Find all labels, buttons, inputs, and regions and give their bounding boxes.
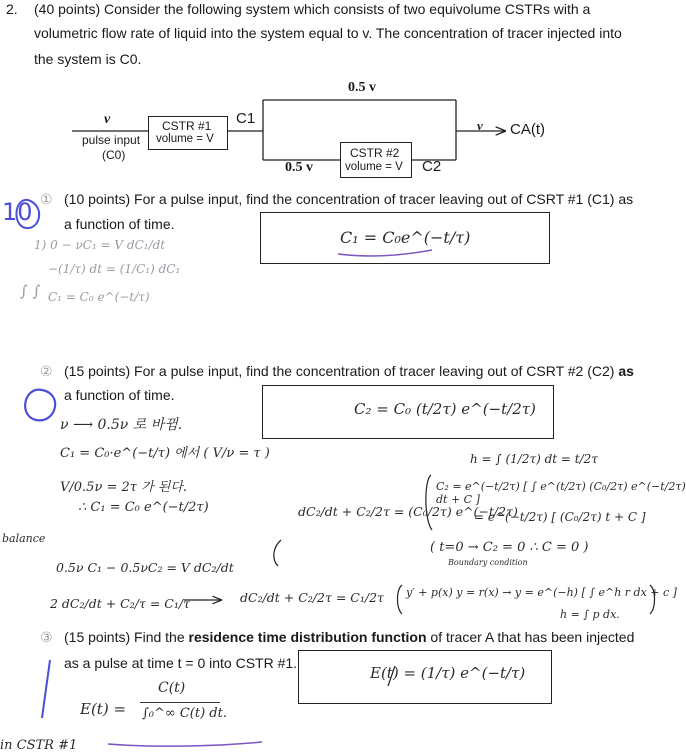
work2-line-i: h = ∫ (1/2τ) dt = t/2τ: [470, 452, 598, 466]
question-line-2: volumetric flow rate of liquid into the system equal to v. The concentration of tracer injected into: [34, 25, 622, 41]
score-part-1: 10: [2, 198, 33, 226]
outlet-flow-label: v: [477, 118, 483, 133]
cstr2-box: [340, 142, 412, 178]
cstr1-volume: volume = V: [156, 133, 214, 145]
part3-line-1-pre: (15 points) Find the: [64, 629, 189, 645]
grade-mark-2: [32, 384, 33, 385]
work2-line-d: ∴ C₁ = C₀ e^(−t/2τ): [78, 500, 209, 515]
work2-line-j: C₂ = e^(−t/2τ) [ ∫ e^(t/2τ) (C₀/2τ) e^(−t/2τ) dt + C ]: [436, 480, 686, 506]
work2-line-a: ν ⟶ 0.5ν 로 바뀜.: [60, 417, 183, 433]
pulse-concentration-label: (C0): [102, 148, 126, 162]
work1-integral: ∫ ∫: [20, 282, 41, 300]
work2-line-o: h = ∫ p dx.: [560, 608, 620, 621]
work1-line-a: 1) 0 − νC₁ = V dC₁/dt: [34, 238, 166, 252]
part1-line-2: a function of time.: [64, 216, 175, 232]
cstr2-volume: volume = V: [345, 161, 403, 173]
part1-marker: ①: [40, 191, 53, 207]
work2-line-g: dC₂/dt + C₂/2τ = C₁/2τ: [240, 590, 384, 605]
cstr1-name: CSTR #1: [162, 119, 212, 133]
cstr1-box: [148, 116, 228, 150]
top-flow-label: 0.5 v: [348, 80, 376, 95]
part2-line-1: [64, 360, 634, 382]
part2-line-1-bold: as: [618, 363, 634, 379]
work3-fraction-bar: [140, 702, 220, 703]
part2-line-2: a function of time.: [64, 387, 175, 403]
work1-line-c: C₁ = C₀ e^(−t/τ): [48, 290, 150, 304]
inlet-flow-label: v: [104, 112, 111, 127]
work2-line-l: ( t=0 → C₂ = 0 ∴ C = 0 ): [430, 540, 589, 555]
work1-line-b: −(1/τ) dt = (1/C₁) dC₁: [48, 262, 181, 276]
outlet-concentration-label: CA(t): [510, 121, 545, 138]
work2-line-c: V/0.5ν = 2τ 가 된다.: [60, 480, 188, 495]
grade-circle-2: [25, 390, 55, 421]
work3-e-label: E(t) =: [80, 700, 127, 718]
question-line-1: (40 points) Consider the following system which consists of two equivolume CSTRs with a: [34, 1, 591, 17]
c1-label: C1: [236, 110, 256, 127]
work2-line-e: 0.5ν C₁ − 0.5νC₂ = V dC₂/dt: [56, 560, 234, 575]
part1-line-1: (10 points) For a pulse input, find the concentration of tracer leaving out of CSRT #1 (C1) as: [64, 191, 634, 207]
work2-line-f: 2 dC₂/dt + C₂/τ = C₁/τ: [50, 596, 190, 611]
work2-line-b: C₁ = C₀·e^(−t/τ) 에서 ( V/ν = τ ): [60, 446, 270, 461]
work2-line-h: dC₂/dt + C₂/2τ = (C₀/2τ) e^(−t/2τ): [298, 504, 518, 519]
work2-balance: balance: [2, 532, 46, 545]
work3-numerator: C(t): [158, 680, 186, 696]
answer3-underline: [108, 742, 262, 746]
answer-1: C₁ = C₀e^(−t/τ): [340, 228, 471, 247]
work2-line-m: Boundary condition: [448, 558, 528, 567]
cstr2-name: CSTR #2: [350, 146, 400, 160]
question-line-3: the system is C0.: [34, 51, 142, 67]
c2-label: C2: [422, 158, 442, 175]
pulse-input-label: pulse input: [82, 133, 141, 147]
work3-denominator: ∫₀^∞ C(t) dt.: [142, 706, 227, 721]
question-number: 2.: [6, 1, 18, 17]
bottom-flow-label: 0.5 v: [285, 160, 313, 175]
answer-2: C₂ = C₀ (t/2τ) e^(−t/2τ): [354, 400, 536, 418]
part2-line-1-text: (15 points) For a pulse input, find the concentration of tracer leaving out of CSRT #2 (C2): [64, 363, 619, 379]
part3-line-1: [64, 626, 634, 648]
work2-line-n: y′ + p(x) y = r(x) → y = e^(−h) [ ∫ e^h r dx + c ]: [406, 586, 677, 599]
work3-note: in CSTR #1: [0, 738, 78, 753]
part3-line-1-post: of tracer A that has been injected: [426, 629, 635, 645]
part3-line-2: as a pulse at time t = 0 into CSTR #1.: [64, 655, 298, 671]
part3-line-1-bold: residence time distribution function: [188, 629, 427, 645]
part3-marker: ③: [40, 629, 53, 645]
work2-line-k: = e^(−t/2τ) [ (C₀/2τ) t + C ]: [474, 510, 646, 524]
answer-3: E(t) = (1/τ) e^(−t/τ): [370, 664, 526, 682]
part2-marker: ②: [40, 363, 53, 379]
grade-slash-3: [42, 660, 50, 718]
